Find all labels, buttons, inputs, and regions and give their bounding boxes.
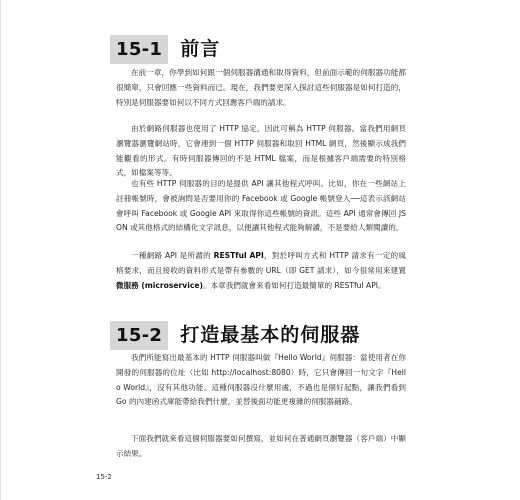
section-title: 前言 (180, 38, 221, 60)
page-number: 15-2 (96, 473, 112, 481)
section-heading-15-2 (110, 321, 430, 350)
page-edge (0, 0, 1, 500)
paragraph-restful-api (116, 249, 406, 293)
section-heading-15-1 (110, 35, 430, 64)
paragraph-text: 一種網路 API 是所謂的 (131, 251, 214, 260)
term-restful-api: RESTful API (213, 251, 264, 260)
paragraph-text: 。本章我們就會來看如何打造最簡單的 RESTful API。 (202, 280, 386, 290)
paragraph-text: ，對於呼叫方式和 HTTP 請求有一定的風格要求，而且接收的資料形式是帶有參數的 URL（即 GET 請求），如今很常用來建置 (116, 251, 406, 275)
section-number: 15-1 (110, 35, 168, 64)
paragraph-intro: 在前一章，你學到如何跟一個伺服器溝通和取得資料，但前面示範的伺服器功能都很簡單，只會回應一些資料而已。現在，我們要更深入探討這些伺服器是如何打造的，特別是伺服器要如何以不同方式回應客戶端的請求。 (116, 68, 406, 107)
paragraph-next-steps: 下面我們就來看這個伺服器要如何撰寫，並如何在普通網頁瀏覽器（客戶端）中顯示結果。 (116, 434, 406, 458)
term-microservice: 微服務 (116, 280, 139, 290)
paragraph-api: 也有些 HTTP 伺服器的目的是提供 API 讓其他程式呼叫。比如，你在一些網站上註冊帳號時，會被詢問是否要用你的 Facebook 或 Google 帳號登入──這表示該網站會呼叫 Facebook 或 Google API 來取得你這些帳號的資訊。這些 API 通常會傳回 JSON 或其他格式的結構化文字訊息，以便讓其他程式能夠解讀，不是要給人類閱讀的。 (116, 179, 406, 233)
section-title: 打造最基本的伺服器 (180, 324, 361, 346)
paragraph-hello-world: 我們所能寫出最基本的 HTTP 伺服器叫做『Hello World』伺服器：當使用者在你開發的伺服器的位址（比如 http://localhost:8080）時，它只會傳回一句文字『Hello World』，沒有其他功能。這種伺服器沒什麼用處，不過也是個好起點，讓我們看到 Go 的內建函式庫能帶給我們什麼，並替後面功能更複雜的伺服器鋪路。 (116, 353, 406, 407)
section-number: 15-2 (110, 321, 168, 350)
term-microservice-en: (microservice) (138, 280, 203, 290)
paragraph-http-server: 由於網路伺服器也使用了 HTTP 協定，因此可稱為 HTTP 伺服器。當我們用網頁瀏覽器瀏覽網站時，它會連到一個 HTTP 伺服器和取回 HTML 網頁，然後顯示成我們能觀看的形式。有時伺服器傳回的不是 HTML 檔案，而是根據客戶端需要的特別格式，如檔案等等。 (116, 124, 406, 178)
